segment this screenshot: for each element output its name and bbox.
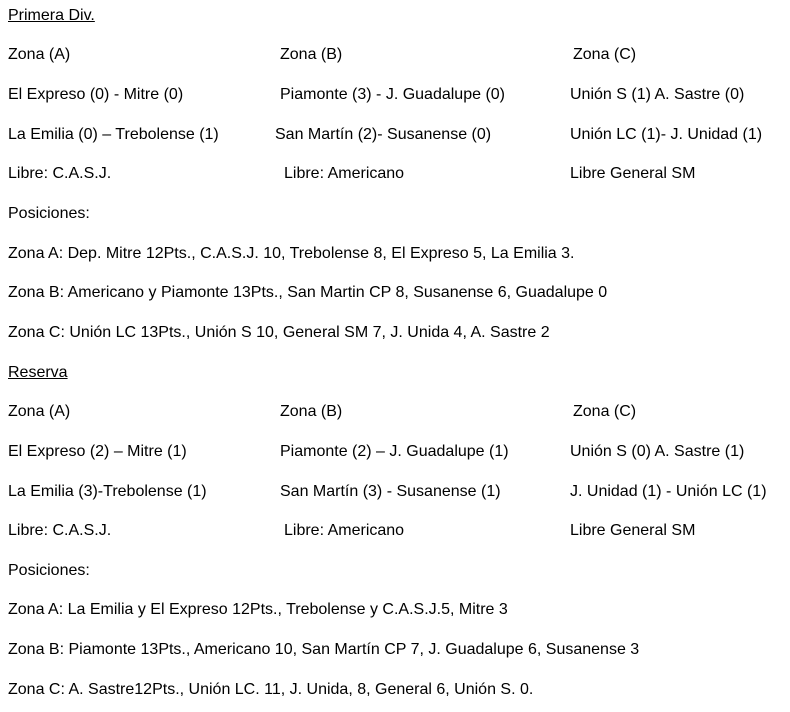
primera-zone-row [0,44,790,66]
reserva-zone-b: Zona (B) [280,403,343,420]
reserva-positions-zona-c: Zona C: A. Sastre12Pts., Unión LC. 11, J. Unida, 8, General 6, Unión S. 0. [8,681,534,698]
primera-libre-row [0,163,790,185]
reserva-libre-b: Libre: Americano [284,522,405,539]
primera-match-a1: El Expreso (0) - Mitre (0) [8,86,184,103]
primera-heading: Primera Div. [8,7,95,24]
primera-match-a2: La Emilia (0) – Trebolense (1) [8,126,219,143]
primera-match-row-1 [0,84,790,106]
reserva-zone-a: Zona (A) [8,403,71,420]
reserva-positions-zona-a: Zona A: La Emilia y El Expreso 12Pts., Trebolense y C.A.S.J.5, Mitre 3 [8,601,508,618]
primera-libre-c: Libre General SM [570,165,696,182]
primera-positions-label: Posiciones: [8,205,90,222]
primera-zone-c: Zona (C) [573,46,637,63]
primera-libre-b: Libre: Americano [284,165,405,182]
primera-match-row-2 [0,124,790,146]
reserva-positions-label: Posiciones: [8,562,90,579]
primera-zone-a: Zona (A) [8,46,71,63]
primera-match-c1: Unión S (1) A. Sastre (0) [570,86,745,103]
primera-positions-zona-b: Zona B: Americano y Piamonte 13Pts., San Martin CP 8, Susanense 6, Guadalupe 0 [8,284,608,301]
reserva-match-b1: Piamonte (2) – J. Guadalupe (1) [280,443,509,460]
primera-zone-b: Zona (B) [280,46,343,63]
primera-libre-a: Libre: C.A.S.J. [8,165,112,182]
reserva-libre-a: Libre: C.A.S.J. [8,522,112,539]
primera-positions-zona-a: Zona A: Dep. Mitre 12Pts., C.A.S.J. 10, Trebolense 8, El Expreso 5, La Emilia 3. [8,245,575,262]
reserva-match-a1: El Expreso (2) – Mitre (1) [8,443,187,460]
reserva-zone-row [0,401,790,423]
reserva-match-b2: San Martín (3) - Susanense (1) [280,483,501,500]
reserva-match-c2: J. Unidad (1) - Unión LC (1) [570,483,767,500]
primera-positions-zona-c: Zona C: Unión LC 13Pts., Unión S 10, General SM 7, J. Unida 4, A. Sastre 2 [8,324,550,341]
reserva-match-a2: La Emilia (3)-Trebolense (1) [8,483,207,500]
reserva-positions-zona-b: Zona B: Piamonte 13Pts., Americano 10, San Martín CP 7, J. Guadalupe 6, Susanense 3 [8,641,640,658]
primera-match-b1: Piamonte (3) - J. Guadalupe (0) [280,86,505,103]
reserva-match-row-1 [0,441,790,463]
reserva-heading: Reserva [8,364,68,381]
reserva-match-row-2 [0,481,790,503]
reserva-libre-row [0,520,790,542]
primera-match-b2: San Martín (2)- Susanense (0) [275,126,492,143]
reserva-zone-c: Zona (C) [573,403,637,420]
reserva-match-c1: Unión S (0) A. Sastre (1) [570,443,745,460]
primera-match-c2: Unión LC (1)- J. Unidad (1) [570,126,763,143]
reserva-libre-c: Libre General SM [570,522,696,539]
